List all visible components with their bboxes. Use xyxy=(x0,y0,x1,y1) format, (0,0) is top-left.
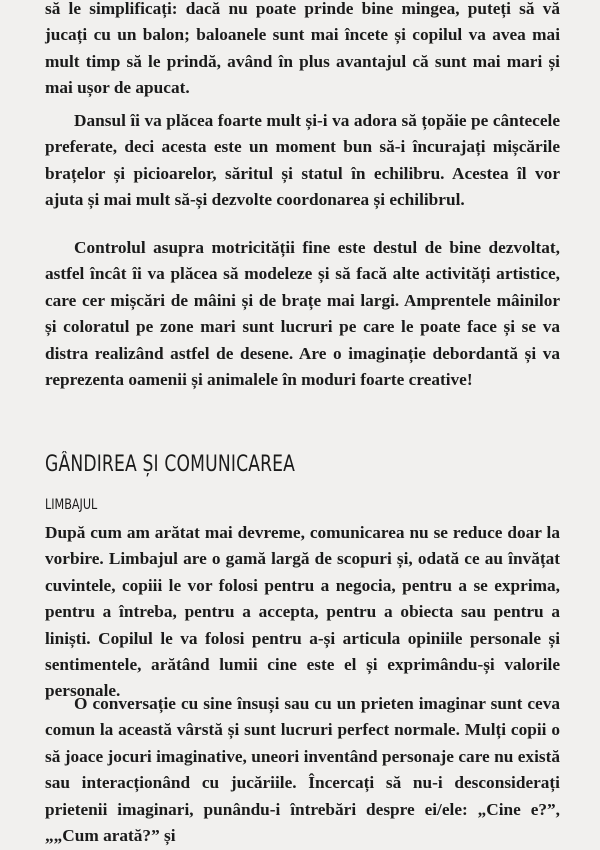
paragraph-imaginary-friend: O conversație cu sine însuși sau cu un prieten imaginar sunt ceva comun la această vârstă și sunt lucruri perfect normale. Mulți copii o să joace jocuri imaginative, uneori inventând personaje care nu există sau interacționând cu jucăriile. Încercați să nu-i desconsiderați prietenii imaginari, punându-i întrebări despre ei/ele: „Cine e?”, „„Cum arată?” și xyxy=(45,694,560,846)
paragraph-continued: să le simplificați: dacă nu poate prinde bine mingea, puteți să vă jucați cu un balon; baloanele sunt mai încete și copilul va avea mai mult timp să le prindă, având în plus avantajul că sunt mai mari și mai ușor de apucat. xyxy=(45,0,560,98)
section-heading: GÂNDIREA ȘI COMUNICAREA xyxy=(45,452,296,477)
paragraph-dance: Dansul îi va plăcea foarte mult și-i va adora să țopăie pe cântecele preferate, deci acesta este un moment bun să-i încurajați mișcările brațelor și picioarelor, săritul și statul în echilibru. Acestea îl vor ajuta și mai mult să-și dezvolte coordonarea și echilibrul. xyxy=(45,111,560,210)
subsection-heading: LIMBAJUL xyxy=(45,497,98,513)
paragraph-language: După cum am arătat mai devreme, comunicarea nu se reduce doar la vorbire. Limbajul are o gamă largă de scopuri și, odată ce au învățat cuvintele, copiii le vor folosi pentru a negocia, pentru a se exprima, pentru a întreba, pentru a accepta, pentru a obiecta sau pentru a liniști. Copilul le va folosi pentru a-și articula opiniile personale și sentimentele, arătând lumii cine este el și exprimându-și valorile personale. xyxy=(45,523,560,701)
paragraph-fine-motor: Controlul asupra motricității fine este destul de bine dezvoltat, astfel încât îi va plăcea să modeleze și să facă alte activități artistice, care cer mișcări de mâini și de brațe mai largi. Amprentele mâinilor și coloratul pe zone mari sunt lucruri pe care le poate face și se va distra realizând astfel de desene. Are o imaginație debordantă și va reprezenta oamenii și animalele în moduri foarte creative! xyxy=(45,238,560,390)
